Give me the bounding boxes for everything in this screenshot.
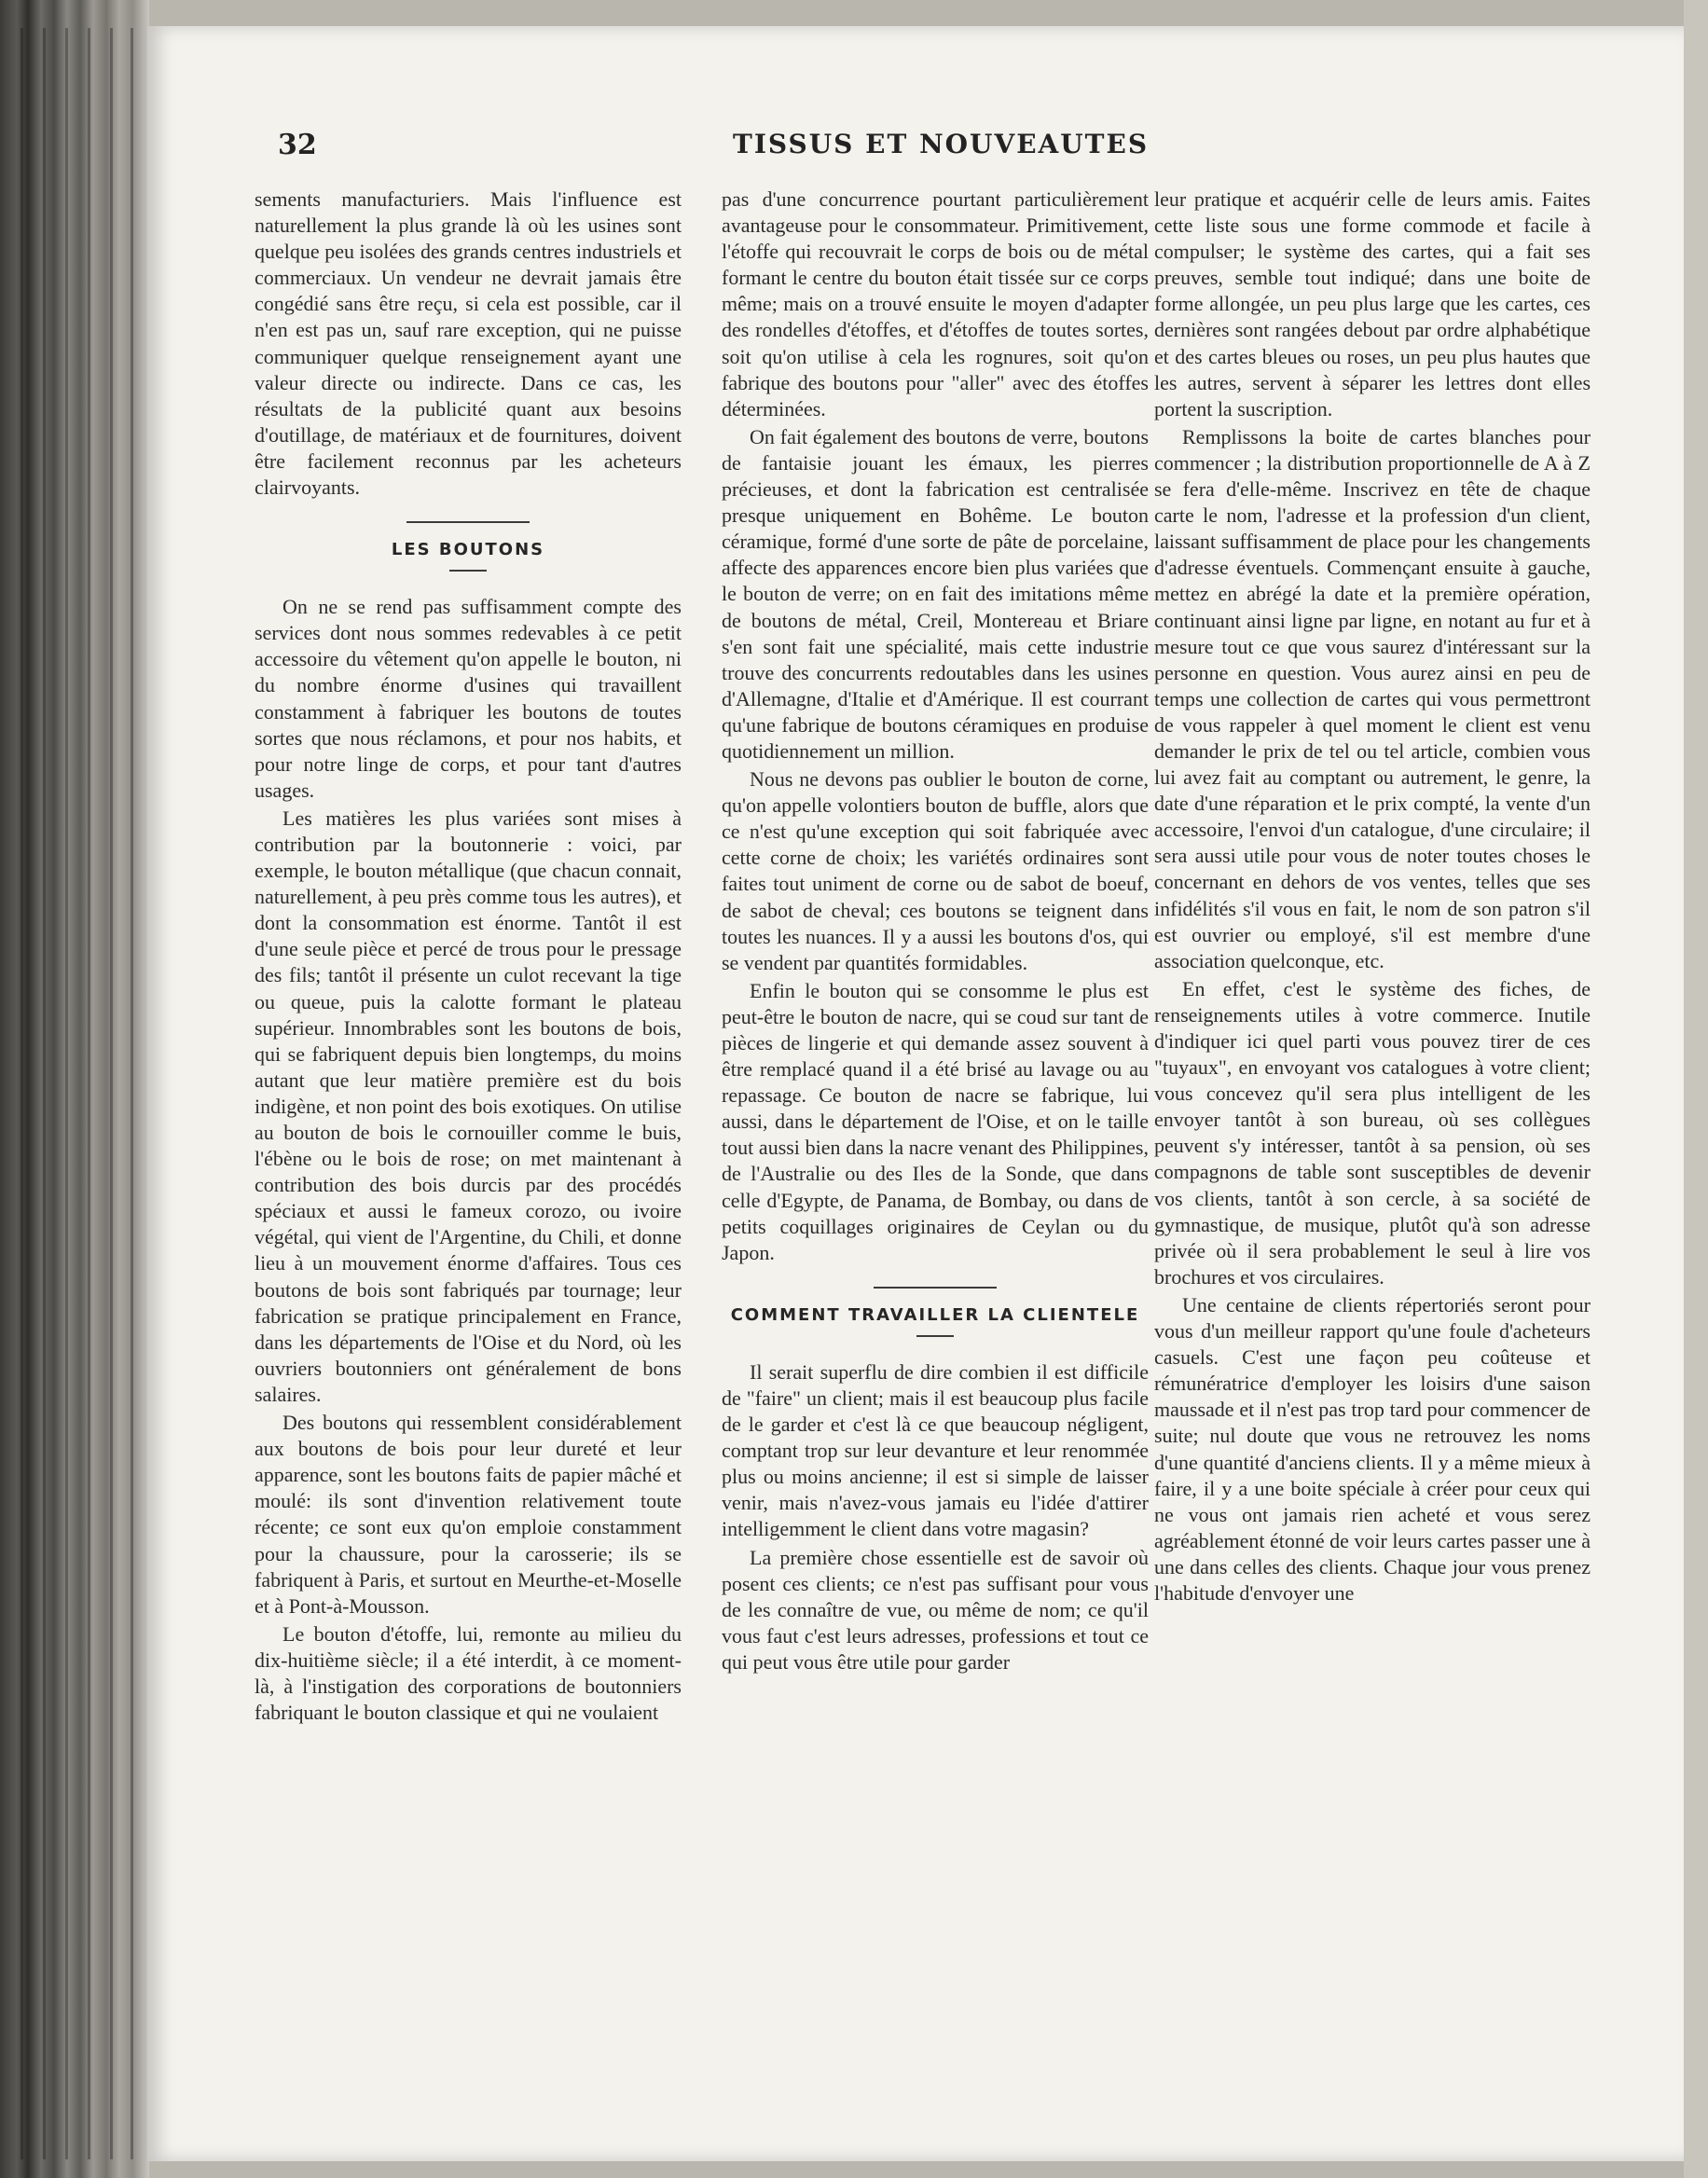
column-3 (1154, 186, 1591, 1608)
paragraph: Nous ne devons pas oublier le bouton de corne, qu'on appelle volontiers bouton de buffle, alors que ce n'est qu'une exception qui soit fabriquée avec cette corne de choix; les variétés ordinaires sont faites tout uniment de corne ou de sabot de boeuf, de sabot de cheval; ces boutons se teignent dans toutes les nuances. Il y a aussi les boutons d'os, qui se vendent par quantités formidables. (722, 767, 1149, 974)
paragraph: Des boutons qui ressemblent considérablement aux boutons de bois pour leur dureté et leur apparence, sont les boutons faits de papier mâché et moulé: ils sont d'invention relativement toute récente; ce sont eux qu'on emploie constamment pour la chaussure, pour la carosserie; ils se fabriquent à Paris, et surtout en Meurthe-et-Moselle et à Pont-à-Mousson. (255, 1411, 682, 1618)
paragraph: Il serait superflu de dire combien il est difficile de "faire" un client; mais il est beaucoup plus facile de le garder et c'est là ce que beaucoup négligent, comptant trop sur leur devanture et leur renommée plus ou moins ancienne; il est si simple de laisser venir, mais n'avez-vous jamais eu l'idée d'attirer intelligemment le client dans votre magasin? (722, 1359, 1149, 1541)
section-heading-boutons: LES BOUTONS (391, 540, 545, 560)
paragraph: Une centaine de clients répertoriés seront pour vous d'un meilleur rapport qu'une foule d'acheteurs casuels. C'est une façon peu coûteuse et rémunératrice d'employer les loisirs d'une saison maussade et il n'est pas trop tard pour commencer de suite; nul doute que vous ne retrouvez les noms d'une quantité d'anciens clients. Il y a même mieux à faire, il y a une boite spéciale à créer pour ceux qui ne vous ont jamais rien acheté et vous serez agréablement étonné de voir leurs cartes passer une à une dans celles des clients. Chaque jour vous prenez l'habitude d'envoyer une (1154, 1292, 1591, 1605)
paragraph: pas d'une concurrence pourtant particulièrement avantageuse pour le consommateur. Primitivement, l'étoffe qui recouvrait le corps de bois ou de métal formant le centre du bouton était tissée sur ce corps même; mais on a trouvé ensuite le moyen d'adapter des rondelles d'étoffes, et d'étoffes de toutes sortes, soit qu'on utilise à cela les rognures, soit qu'on fabrique des boutons pour "aller" avec des étoffes déterminées. (722, 187, 1149, 420)
paragraph: La première chose essentielle est de savoir où posent ces clients; ce n'est pas suffisant pour vous de les connaître de vue, ou même de nom; ce qu'il vous faut c'est leurs adresses, professions et tout ce qui peut vous être utile pour garder (722, 1545, 1149, 1674)
section-heading-clientele: COMMENT TRAVAILLER LA CLIENTELE (730, 1304, 1140, 1325)
heading-underline (916, 1335, 954, 1337)
header-title: TISSUS ET NOUVEAUTES (733, 129, 1150, 159)
heading-underline (449, 570, 487, 572)
page-number: 32 (278, 129, 317, 161)
paragraph: sements manufacturiers. Mais l'influence est naturellement la plus grande là où les usines sont quelque peu isolées des grands centres industriels et commerciaux. Un vendeur ne devrait jamais être congédié sans être reçu, si cela est possible, car il n'en est pas un, sauf rare exception, qui ne puisse communiquer quelque renseignement ayant une valeur directe ou indirecte. Dans ce cas, les résultats de la publicité quant aux besoins d'outillage, de matériaux et de fournitures, doivent être facilement reconnus par les acheteurs clairvoyants. (255, 187, 682, 500)
section-divider (874, 1287, 997, 1289)
section-divider (406, 521, 530, 523)
paragraph: Remplissons la boite de cartes blanches pour commencer ; la distribution proportionnelle de A à Z se fera d'elle-même. Inscrivez en tête de chaque carte le nom, l'adresse et la profession d'un client, laissant suffisamment de place pour les changements d'adresse éventuels. Commençant ensuite à gauche, mettez en abrégé la date et la première opération, continuant ainsi ligne par ligne, en notant au fur et à mesure tout ce que vous saurez d'intéressant sur la personne en question. Vous aurez ainsi en peu de temps une collection de cartes qui vous permettront de vous rappeler à quel moment le client est venu demander le prix de tel ou tel article, combien vous lui avez fait au comptant ou autrement, le genre, la date d'une réparation et le prix compté, la vente d'un accessoire, l'envoi d'un catalogue, d'une circulaire; il sera aussi utile pour vous de noter toutes choses le concernant en dehors de vos ventes, telles que ses infidélités s'il vous en fait, le nom de son patron s'il est ouvrier ou employé, s'il est membre d'une association quelconque, etc. (1154, 424, 1591, 972)
paragraph: On fait également des boutons de verre, boutons de fantaisie jouant les émaux, les pierres précieuses, et dont la fabrication est centralisée presque uniquement en Bohême. Le bouton céramique, formé d'une sorte de pâte de porcelaine, affecte des apparences encore bien plus variées que le bouton de verre; on en fait des imitations même de boutons de métal, Creil, Montereau et Briare s'en sont fait une spécialité, mais cette industrie trouve des concurrents redoutables dans les usines d'Allemagne, d'Italie et d'Amérique. Il est courrant qu'une fabrique de boutons céramiques en produise quotidiennement un million. (722, 424, 1149, 763)
paragraph: Les matières les plus variées sont mises à contribution par la boutonnerie : voici, par exemple, le bouton métallique (que chacun connait, naturellement, à peu près comme tous les autres), et dont la consommation est énorme. Tantôt il est d'une seule pièce et percé de trous pour le pressage des fils; tantôt il présente un culot recevant la tige ou queue, puis la calotte formant le plateau supérieur. Innombrables sont les boutons de bois, qui se fabriquent depuis bien longtemps, du moins autant que leur matière première est du bois indigène, et non point des bois exotiques. On utilise au bouton de bois le cornouiller comme le buis, l'ébène ou le bois de rose; on met maintenant à contribution des bois durcis par des procédés spéciaux et aussi le fameux corozo, ou ivoire végétal, qui vient de l'Argentine, du Chili, et donne lieu à un mouvement énorme d'affaires. Tous ces boutons de bois sont fabriqués par tournage; leur fabrication se pratique principalement en France, dans les départements de l'Oise et du Nord, où les ouvriers boutonniers ont généralement de bons salaires. (255, 806, 682, 1406)
column-1 (255, 186, 682, 1728)
paragraph: Le bouton d'étoffe, lui, remonte au milieu du dix-huitième siècle; il a été interdit, à ce moment-là, à l'instigation des corporations de boutonniers fabriquant le bouton classique et qui ne voulaient (255, 1621, 682, 1725)
scan-border (1684, 0, 1708, 2178)
paragraph: Enfin le bouton qui se consomme le plus est peut-être le bouton de nacre, qui se coud sur tant de pièces de lingerie et qui demande assez souvent à être remplacé quand il a été brisé au lavage ou au repassage. Ce bouton de nacre se fabrique, lui aussi, dans le département de l'Oise, et on le taille tout aussi bien dans la nacre venant des Philippines, de l'Australie ou des Iles de la Sonde, que dans celle d'Egypte, de Panama, de Bombay, ou dans de petits coquillages originaires de Ceylan ou du Japon. (722, 978, 1149, 1264)
book-binding (0, 0, 149, 2178)
column-2 (722, 186, 1149, 1677)
paragraph: leur pratique et acquérir celle de leurs amis. Faites cette liste sous une forme commode et facile à compulser; le système des cartes, qui a fait ses preuves, semble tout indiqué; dans une boite de forme allongée, un peu plus large que les cartes, ces dernières sont rangées debout par ordre alphabétique et des cartes bleues ou roses, un peu plus hautes que les autres, servent à séparer les lettres dont elles portent la suscription. (1154, 187, 1591, 420)
book-page (147, 26, 1684, 2161)
paragraph: On ne se rend pas suffisamment compte des services dont nous sommes redevables à ce petit accessoire du vêtement qu'on appelle le bouton, ni du nombre énorme d'usines qui travaillent constamment à fabriquer les boutons de toutes sortes que nous réclamons, et pour nos habits, et pour notre linge de corps, et pour tant d'autres usages. (255, 595, 682, 802)
running-header (147, 129, 1684, 175)
paragraph: En effet, c'est le système des fiches, de renseignements utiles à votre commerce. Inutile d'indiquer ici quel parti vous pouvez tirer de ces "tuyaux", en envoyant vos catalogues à votre client; vous concevez qu'il sera plus intelligent de les envoyer tantôt à son bureau, où ses collègues peuvent s'y intéresser, tantôt à sa pension, où ses compagnons de table sont susceptibles de devenir vos clients, tantôt à son cercle, à sa société de gymnastique, de musique, plutôt qu'à son adresse privée où il sera probablement le seul à lire vos brochures et vos circulaires. (1154, 976, 1591, 1289)
